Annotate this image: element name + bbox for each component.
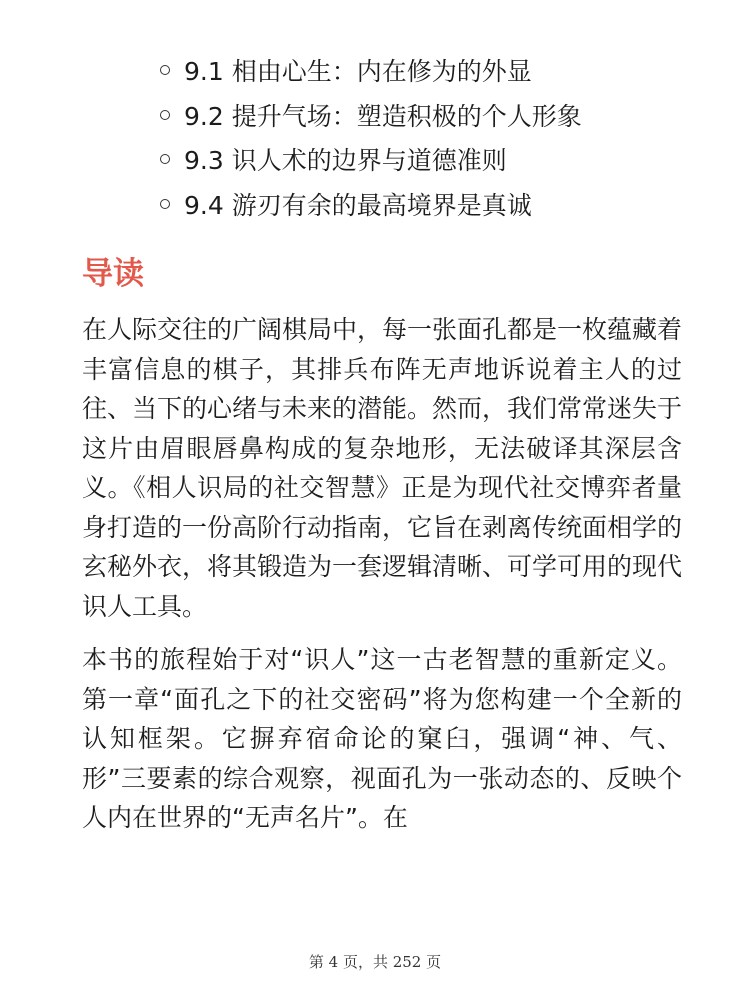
table-of-contents (160, 48, 582, 226)
section-heading: 导读 (82, 256, 144, 292)
circle-bullet-icon (160, 110, 170, 120)
circle-bullet-icon (160, 65, 170, 75)
toc-item (160, 93, 582, 138)
circle-bullet-icon (160, 154, 170, 164)
body-paragraph: 本书的旅程始于对“识人”这一古老智慧的重新定义。第一章“面孔之下的社交密码”将为您构建一个全新的认知框架。它摒弃宿命论的窠臼，强调“神、气、形”三要素的综合观察，视面孔为一张动态的、反映个人内在世界的“无声名片”。在 (82, 645, 682, 832)
circle-bullet-icon (160, 199, 170, 209)
body-paragraph: 在人际交往的广阔棋局中，每一张面孔都是一枚蕴藏着丰富信息的棋子，其排兵布阵无声地诉说着主人的过往、当下的心绪与未来的潜能。然而，我们常常迷失于这片由眉眼唇鼻构成的复杂地形，无法破译其深层含义。《相人识局的社交智慧》正是为现代社交博弈者量身打造的一份高阶行动指南，它旨在剥离传统面相学的玄秘外衣，将其锻造为一套逻辑清晰、可学可用的现代识人工具。 (82, 315, 683, 621)
toc-item (160, 48, 582, 93)
toc-item-label: 9.2 提升气场：塑造积极的个人形象 (184, 101, 582, 131)
toc-item (160, 182, 582, 227)
toc-item-label: 9.1 相由心生：内在修为的外显 (184, 57, 532, 87)
toc-item-label: 9.3 识人术的边界与道德准则 (184, 146, 507, 176)
page-number-footer: 第 4 页，共 252 页 (308, 953, 442, 971)
toc-item (160, 137, 582, 182)
toc-item-label: 9.4 游刃有余的最高境界是真诚 (184, 190, 532, 220)
